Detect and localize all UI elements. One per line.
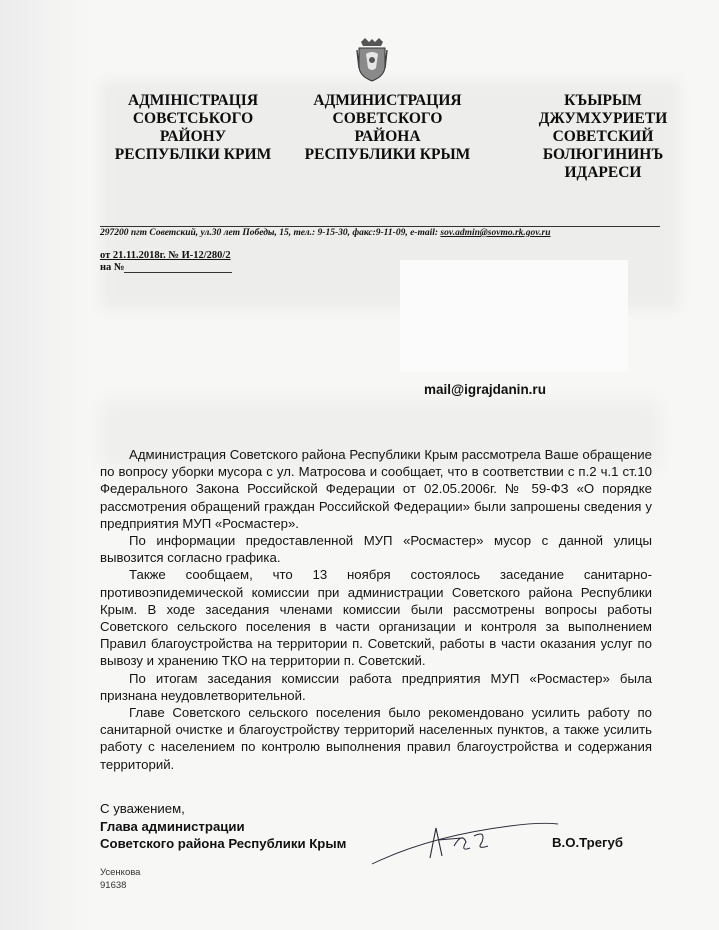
header-line: АДМІНІСТРАЦІЯ xyxy=(127,92,259,109)
outgoing-reference: от 21.11.2018г. № И-12/280/2 xyxy=(100,250,231,261)
header-line: СОВЕТСКИЙ xyxy=(552,128,654,145)
header-line: КЪЫРЫМ xyxy=(564,92,642,109)
incoming-reference xyxy=(100,262,232,273)
letter-body xyxy=(100,446,652,773)
header-line: АДМИНИСТРАЦИЯ xyxy=(313,92,462,109)
header-line: СОВЕТСКОГО xyxy=(332,110,443,127)
header-line: ДЖУМХУРИЕТИ xyxy=(538,110,668,127)
address-line xyxy=(100,226,660,238)
header-line: РЕСПУБЛИКИ КРЫМ xyxy=(304,146,471,163)
header-ukrainian xyxy=(108,92,278,164)
address-email-link[interactable]: sov.admin@sovmo.rk.gov.ru xyxy=(440,228,551,238)
body-paragraph: Также сообщаем, что 13 ноября состоялось заседание санитарно-противоэпидемической комиссии при администрации Советского района Республики Крым. В ходе заседания членами комиссии были рассмотрены вопросы работы Советского сельского поселения в части организации и контроля за выполнением Правил благоустройства на территории п. Советский, работы в части оказания услуг по вывозу и хранению ТКО на территории п. Советский. xyxy=(100,567,652,669)
header-line: РАЙОНУ xyxy=(159,128,227,145)
body-paragraph: По итогам заседания комиссии работа предприятия МУП «Росмастер» была признана неудовлетворительной. xyxy=(100,670,652,703)
signer-position: Глава администрации xyxy=(100,818,245,834)
signer-position: Советского района Республики Крым xyxy=(100,836,347,851)
header-line: СОВЄТСЬКОГО xyxy=(132,110,254,127)
signer-name: В.О.Трегуб xyxy=(552,835,624,850)
header-line: ИДАРЕСИ xyxy=(564,164,642,181)
crimea-coat-of-arms-icon xyxy=(355,38,389,82)
blank-underline xyxy=(124,262,232,273)
body-paragraph: Администрация Советского района Республики Крым рассмотрела Ваше обращение по вопросу уборки мусора с ул. Матросова и сообщает, что в соответствии с п.2 ч.1 ст.10 Федерального Закона Российской Федерации от 02.05.2006г. № 59-ФЗ «О порядке рассмотрения обращений граждан Российской Федерации» были запрошены сведения у предприятия МУП «Росмастер». xyxy=(100,447,652,531)
header-line: РАЙОНА xyxy=(354,128,421,145)
handwritten-signature xyxy=(370,818,560,868)
header-line: БОЛЮГИНИНЪ xyxy=(542,146,664,163)
address-text: 297200 пгт Советский, ул.30 лет Победы, 15, тел.: 9-15-30, факс:9-11-09, e-mail: xyxy=(100,228,441,238)
incoming-reference-label: на № xyxy=(100,262,125,273)
redacted-recipient-block xyxy=(400,260,628,372)
body-paragraph: По информации предоставленной МУП «Росмастер» мусор с данной улицы вывозится согласно графика. xyxy=(100,533,652,566)
executor-phone: 91638 xyxy=(100,880,127,891)
closing-block xyxy=(100,800,346,853)
recipient-email: mail@igrajdanin.ru xyxy=(424,382,546,397)
executor-name: Усенкова xyxy=(100,867,141,878)
body-paragraph: Главе Советского сельского поселения было рекомендовано усилить работу по санитарной очистке и благоустройству территорий населенных пунктов, а также усилить работу с населением по контролю выполнения правил благоустройства и содержания территорий. xyxy=(100,705,652,772)
closing-regards: С уважением, xyxy=(100,801,185,816)
header-russian xyxy=(300,92,475,164)
page-edge-shadow xyxy=(0,0,90,930)
header-line: РЕСПУБЛІКИ КРИМ xyxy=(114,146,272,163)
executor-info xyxy=(100,866,140,892)
header-crimean-tatar xyxy=(528,92,678,182)
